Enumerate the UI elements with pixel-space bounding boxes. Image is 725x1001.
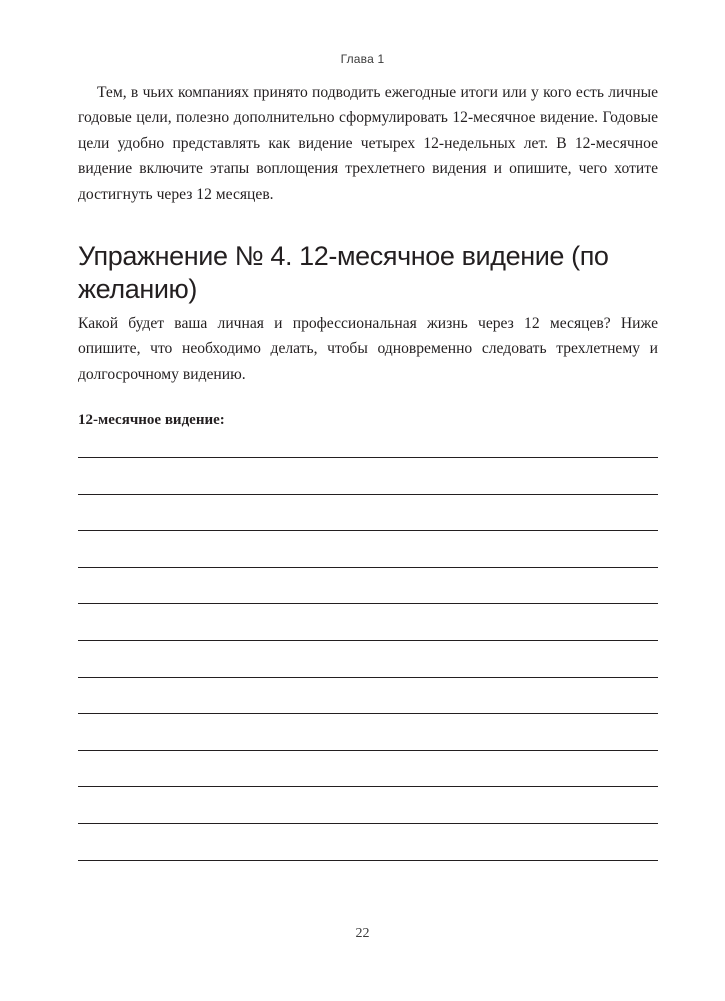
page-number: 22 bbox=[355, 926, 370, 941]
writing-lines-label: 12-месячное видение: bbox=[78, 412, 225, 428]
writing-line bbox=[78, 567, 658, 568]
writing-line bbox=[78, 603, 658, 604]
writing-line bbox=[78, 860, 658, 861]
writing-line bbox=[78, 494, 658, 495]
intro-paragraph: Тем, в чьих компаниях принято подводить ежегодные итоги или у кого есть личные годовые цели, полезно дополнительно сформулировать 12-месячное видение. Годовые цели удобно представлять как видение четырех 12-недельных лет. В 12-месячное видение включите этапы воплощения трехлетнего видения и опишите, чего хотите достигнуть через 12 месяцев. bbox=[78, 84, 658, 203]
writing-lines-area[interactable] bbox=[78, 457, 658, 897]
exercise-question: Какой будет ваша личная и профессиональная жизнь через 12 месяцев? Ниже опишите, что необходимо делать, чтобы одновременно следовать трехлетнему и долгосрочному видению. bbox=[78, 315, 658, 383]
writing-line bbox=[78, 786, 658, 787]
writing-line bbox=[78, 530, 658, 531]
exercise-title: Упражнение № 4. 12-месячное видение (по желанию) bbox=[78, 241, 609, 304]
running-header-chapter: Глава 1 bbox=[340, 52, 385, 66]
writing-line bbox=[78, 457, 658, 458]
writing-line bbox=[78, 640, 658, 641]
writing-line bbox=[78, 677, 658, 678]
writing-line bbox=[78, 713, 658, 714]
writing-line bbox=[78, 750, 658, 751]
writing-line bbox=[78, 823, 658, 824]
